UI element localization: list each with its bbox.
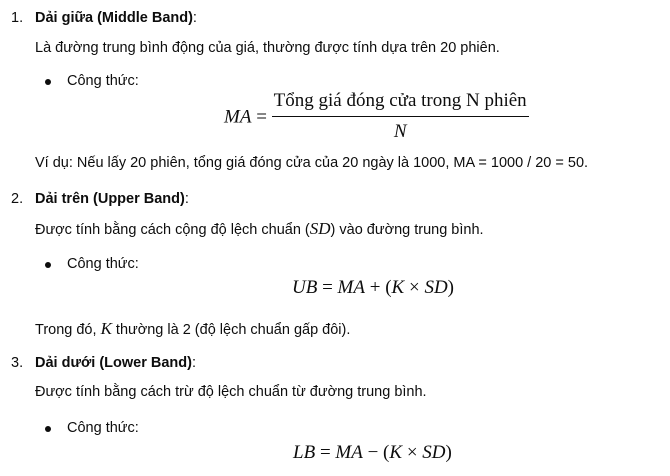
formula-numerator: Tổng giá đóng cửa trong N phiên [272, 88, 529, 117]
formula-lb: LB = MA − (K × SD) [293, 442, 452, 463]
formula-label: Công thức: [67, 420, 139, 436]
formula-label: Công thức: [67, 73, 139, 89]
item-description: Là đường trung bình động của giá, thường được tính dựa trên 20 phiên. [35, 40, 500, 56]
example-text: Ví dụ: Nếu lấy 20 phiên, tổng giá đóng cửa của 20 ngày là 1000, MA = 1000 / 20 = 50. [35, 155, 589, 171]
item-description: Được tính bằng cách trừ độ lệch chuẩn từ đường trung bình. [35, 384, 427, 400]
formula-label: Công thức: [67, 256, 139, 272]
item-number: 2. [11, 191, 24, 207]
formula-denominator: N [393, 120, 407, 142]
bullet-icon [45, 426, 51, 432]
item-description: Được tính bằng cách cộng độ lệch chuẩn (SD) vào đường trung bình. [35, 219, 484, 238]
bullet-icon [45, 79, 51, 85]
note-text: Trong đó, K thường là 2 (độ lệch chuẩn gấp đôi). [35, 319, 351, 338]
item-title: Dải trên (Upper Band): [35, 191, 189, 207]
item-number: 1. [11, 10, 24, 26]
item-title: Dải giữa (Middle Band): [35, 10, 197, 26]
bullet-icon [45, 262, 51, 268]
formula-ma: MA = $\frac{\text{Tổng giá đóng cửa trong N phiên}}{N}$ [224, 92, 529, 144]
item-number: 3. [11, 355, 24, 371]
formula-ub: UB = MA + (K × SD) [292, 277, 454, 298]
item-title: Dải dưới (Lower Band): [35, 355, 196, 371]
